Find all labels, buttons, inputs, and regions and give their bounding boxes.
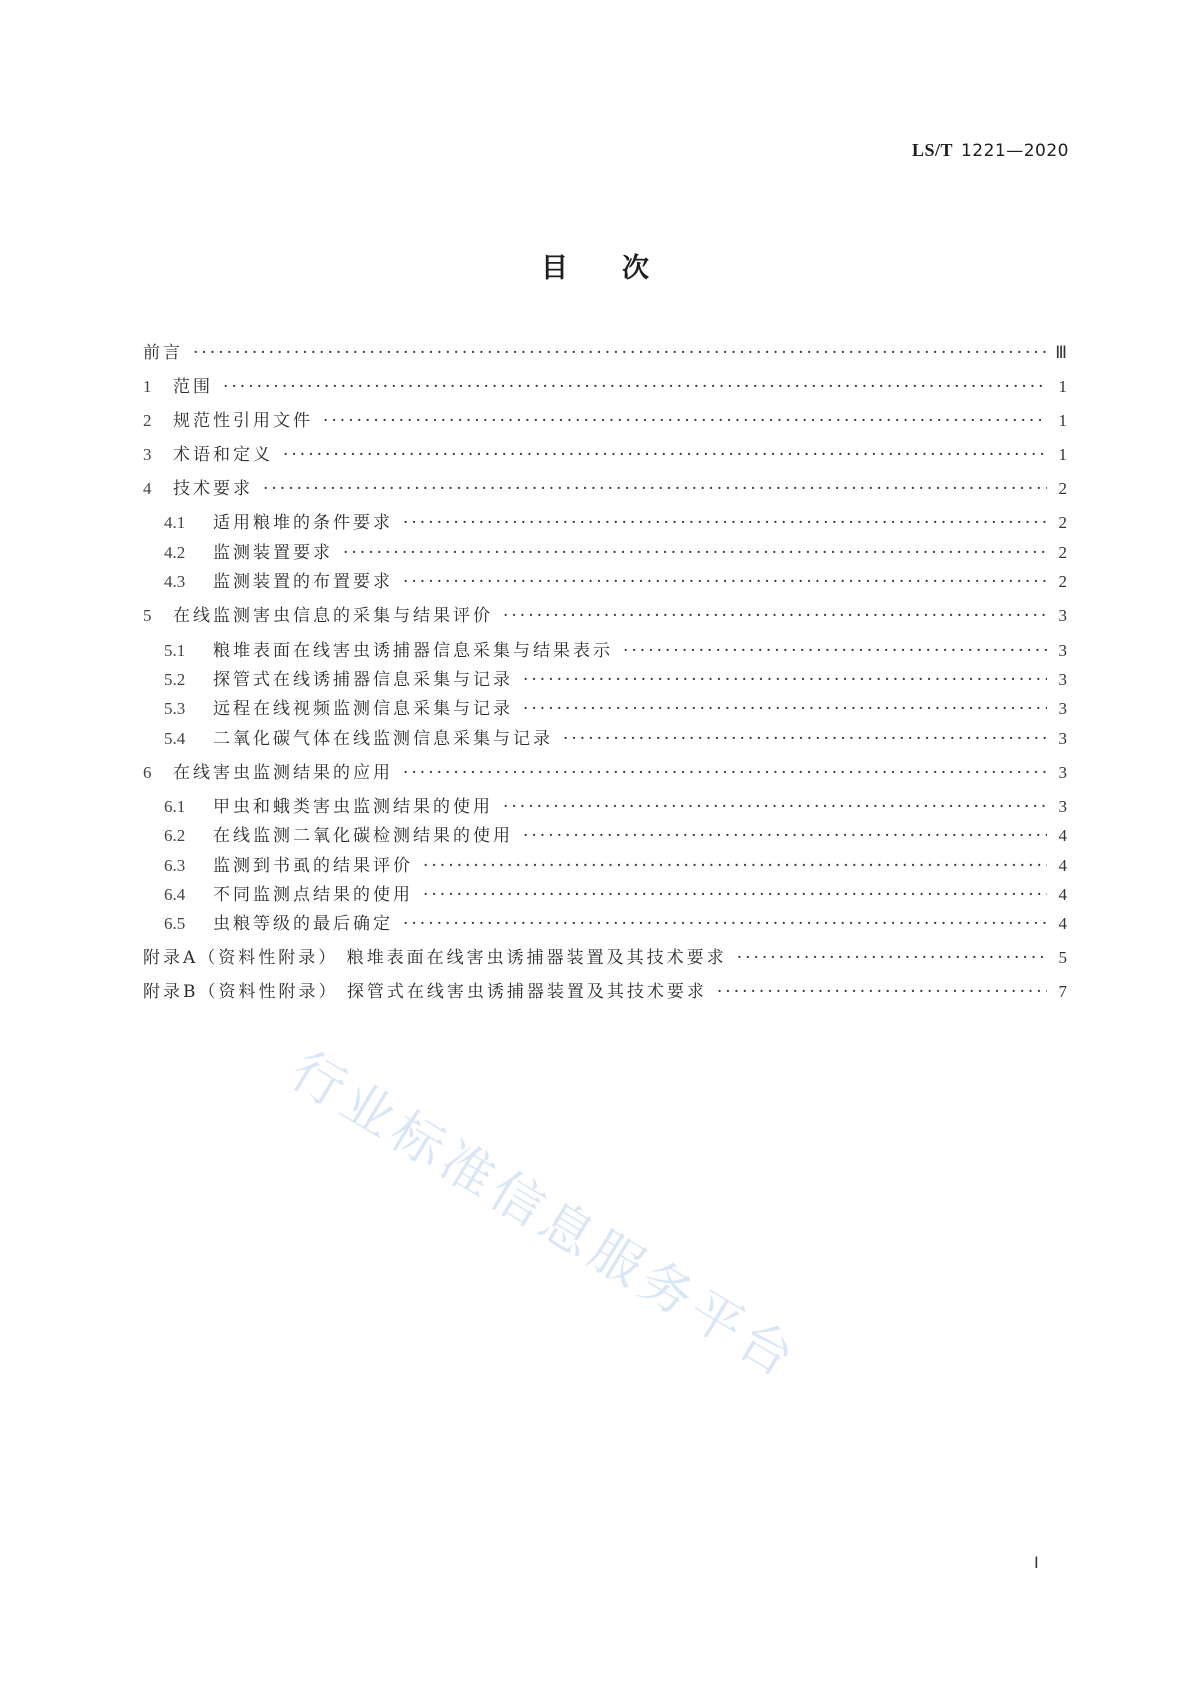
toc-entry[interactable] (143, 724, 1067, 749)
toc-entry-number: 2 (143, 411, 152, 430)
toc-leader-dots (403, 914, 1047, 934)
toc-entry-title: 附录A（资料性附录） 粮堆表面在线害虫诱捕器装置及其技术要求 (143, 948, 727, 968)
toc-entry-title: 在线监测害虫信息的采集与结果评价 (173, 606, 493, 626)
toc-entry-page: 3 (1058, 606, 1067, 625)
toc-entry-number: 6 (143, 763, 152, 782)
toc-entry-page: 7 (1058, 982, 1067, 1001)
toc-entry-number: 4 (143, 479, 152, 498)
toc-entry-title: 范围 (173, 377, 213, 397)
toc-entry-title: 粮堆表面在线害虫诱捕器信息采集与结果表示 (213, 641, 613, 661)
toc-entry-number: 3 (143, 445, 152, 464)
toc-entry-page: 2 (1058, 543, 1067, 562)
toc-entry-title: 甲虫和蛾类害虫监测结果的使用 (213, 797, 493, 817)
toc-entry[interactable] (143, 821, 1067, 846)
toc-entry-page: 3 (1058, 797, 1067, 816)
toc-entry-page: Ⅲ (1055, 343, 1067, 362)
toc-leader-dots (403, 763, 1047, 783)
toc-leader-dots (523, 826, 1047, 846)
toc-entry-number: 6.1 (164, 797, 186, 816)
toc-entry-number: 4.2 (164, 543, 186, 562)
standard-code (912, 140, 1069, 161)
toc-entry-title: 虫粮等级的最后确定 (213, 914, 393, 934)
toc-leader-dots (423, 856, 1047, 876)
toc-entry-page: 3 (1058, 763, 1067, 782)
toc-entry-title: 技术要求 (173, 479, 253, 499)
toc-entry-title: 规范性引用文件 (173, 411, 313, 431)
toc-entry[interactable] (143, 694, 1067, 719)
toc-entry[interactable] (143, 567, 1067, 592)
toc-entry-page: 4 (1058, 856, 1067, 875)
toc-entry-title: 不同监测点结果的使用 (213, 885, 413, 905)
toc-entry[interactable] (143, 440, 1067, 465)
toc-entry[interactable] (143, 909, 1067, 934)
toc-entry-page: 5 (1058, 948, 1067, 967)
toc-entry-title: 远程在线视频监测信息采集与记录 (213, 699, 513, 719)
toc-entry-page: 2 (1058, 572, 1067, 591)
toc-entry-title: 监测到书虱的结果评价 (213, 856, 413, 876)
toc-entry-page: 1 (1058, 411, 1067, 430)
toc-entry[interactable] (143, 508, 1067, 533)
toc-entry-title: 探管式在线诱捕器信息采集与记录 (213, 670, 513, 690)
toc-entry-number: 5 (143, 606, 152, 625)
toc-entry-number: 1 (143, 377, 152, 396)
toc-entry-page: 4 (1058, 914, 1067, 933)
toc-entry-page: 3 (1058, 699, 1067, 718)
toc-leader-dots (193, 343, 1047, 363)
toc-leader-dots (283, 445, 1047, 465)
toc-entry-title: 附录B（资料性附录） 探管式在线害虫诱捕器装置及其技术要求 (143, 982, 707, 1002)
toc-entry-number: 4.3 (164, 572, 186, 591)
toc-entry[interactable] (143, 372, 1067, 397)
standard-prefix: LS/T (911, 140, 953, 160)
toc-leader-dots (737, 948, 1047, 968)
toc-entry-page: 1 (1058, 377, 1067, 396)
toc-entry-number: 5.3 (164, 699, 186, 718)
page-title: 目次 (541, 253, 703, 284)
toc-entry-page: 2 (1058, 479, 1067, 498)
toc-leader-dots (623, 641, 1047, 661)
toc-leader-dots (403, 572, 1047, 592)
toc-entry-title: 前言 (143, 343, 183, 363)
toc-entry-number: 4.1 (164, 513, 186, 532)
toc-leader-dots (523, 699, 1047, 719)
toc-leader-dots (343, 543, 1047, 563)
toc-entry[interactable] (143, 665, 1067, 690)
toc-entry[interactable] (143, 792, 1067, 817)
toc-entry-number: 6.4 (164, 885, 186, 904)
toc-leader-dots (263, 479, 1047, 499)
toc-entry-page: 3 (1058, 641, 1067, 660)
toc-leader-dots (323, 411, 1047, 431)
toc-entry[interactable] (143, 601, 1067, 626)
toc-entry[interactable] (143, 851, 1067, 876)
toc-leader-dots (403, 513, 1047, 533)
toc-entry-page: 3 (1058, 670, 1067, 689)
toc-entry-title: 监测装置的布置要求 (213, 572, 393, 592)
toc-leader-dots (223, 377, 1047, 397)
toc-entry-number: 5.1 (164, 641, 186, 660)
standard-number: 1221—2020 (960, 141, 1069, 161)
toc-entry-page: 2 (1058, 513, 1067, 532)
toc-entry-title: 二氧化碳气体在线监测信息采集与记录 (213, 729, 553, 749)
toc-entry-title: 监测装置要求 (213, 543, 333, 563)
toc-entry-page: 4 (1058, 885, 1067, 904)
toc-entry[interactable] (143, 338, 1067, 363)
toc-entry[interactable] (143, 538, 1067, 563)
toc-entry-title: 适用粮堆的条件要求 (213, 513, 393, 533)
toc-leader-dots (523, 670, 1047, 690)
page-number: Ⅰ (1034, 1555, 1039, 1572)
toc-entry-number: 6.2 (164, 826, 186, 845)
toc-entry[interactable] (143, 943, 1067, 968)
toc-entry-title: 在线害虫监测结果的应用 (173, 763, 393, 783)
toc-entry-page: 3 (1058, 729, 1067, 748)
toc-entry[interactable] (143, 880, 1067, 905)
watermark: 行业标准信息服务平台 (280, 1041, 809, 1392)
toc-entry-number: 6.3 (164, 856, 186, 875)
toc-entry[interactable] (143, 758, 1067, 783)
toc-leader-dots (503, 797, 1047, 817)
toc-entry-number: 5.4 (164, 729, 186, 748)
toc-entry[interactable] (143, 406, 1067, 431)
toc-entry-title: 术语和定义 (173, 445, 273, 465)
toc-leader-dots (503, 606, 1047, 626)
toc-entry-page: 1 (1058, 445, 1067, 464)
toc-leader-dots (423, 885, 1047, 905)
toc-entry-number: 6.5 (164, 914, 186, 933)
toc-leader-dots (563, 729, 1047, 749)
toc-entry[interactable] (143, 636, 1067, 661)
toc-entry[interactable] (143, 474, 1067, 499)
toc-entry-number: 5.2 (164, 670, 186, 689)
toc-entry[interactable] (143, 977, 1067, 1002)
toc-entry-page: 4 (1058, 826, 1067, 845)
toc-entry-title: 在线监测二氧化碳检测结果的使用 (213, 826, 513, 846)
toc-leader-dots (717, 982, 1047, 1002)
